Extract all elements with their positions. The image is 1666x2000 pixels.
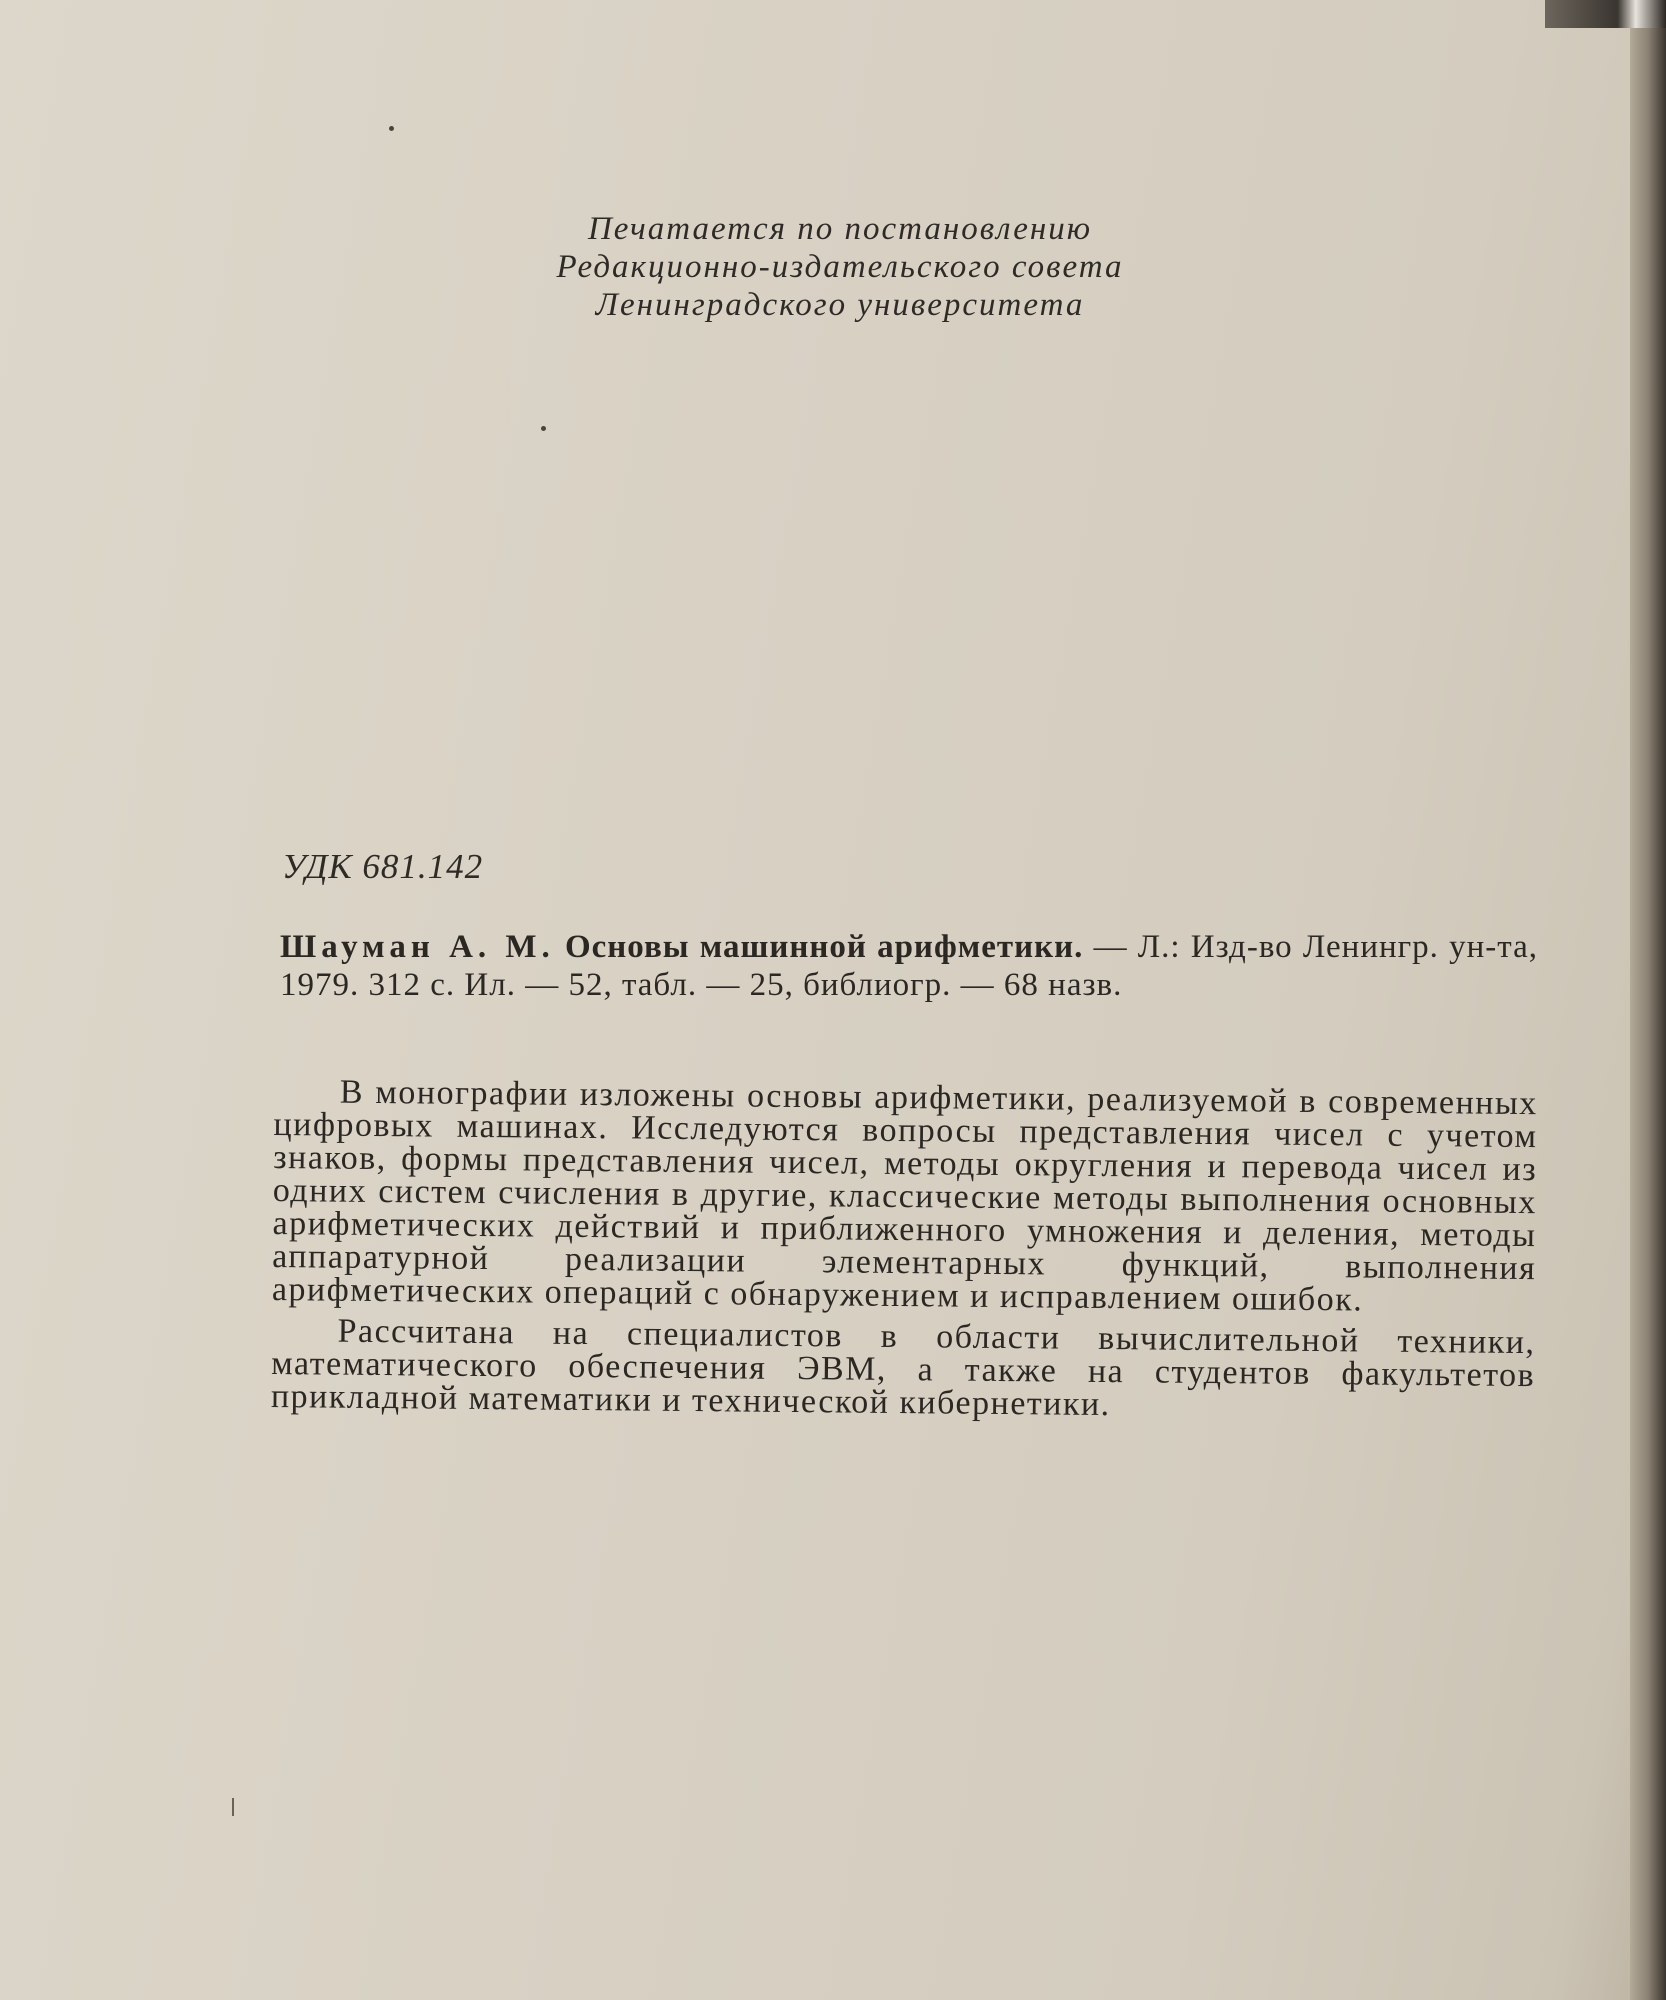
citation-author: Шауман А. М. — [280, 929, 555, 965]
udc-code: УДК 681.142 — [282, 847, 484, 886]
abstract-paragraph: В монографии изложены основы арифметики, реализуемой в современных цифровых машинах. Исследуются вопросы представления чисел с учетом знаков, формы представления чисел, методы округления и перевода чисел из одних систем счисления в другие, классические методы выполнения основных арифметических действий и приближенного умножения и деления, методы аппаратурной реализации элементарных функций, выполнения арифметических операций с обнаружением и исправлением ошибок. — [271, 1073, 1538, 1319]
page-edge — [1630, 0, 1666, 2000]
speck-mark — [232, 1798, 234, 1816]
imprint-line: Печатается по постановлению — [587, 211, 1093, 247]
speck-mark — [541, 426, 546, 431]
abstract — [271, 1075, 1538, 1433]
abstract-paragraph: Рассчитана на специалистов в области вычислительной техники, математического обеспечения ЭВМ, а также на студентов факультетов прикладной математики и технической кибернетики. — [270, 1312, 1536, 1424]
imprint-line: Редакционно-издательского совета — [556, 249, 1124, 285]
citation-details: — Л.: Изд-во Ленингр. ун-та, 1979. 312 с. Ил. — 52, табл. — 25, библиогр. — 68 назв. — [280, 929, 1538, 1003]
speck-mark — [389, 126, 394, 131]
imprint-line: Ленинградского университета — [595, 287, 1085, 323]
imprint-note — [440, 210, 1240, 324]
bibliographic-citation — [280, 928, 1538, 1004]
corner-shadow — [1545, 0, 1666, 28]
citation-title: Основы машинной арифметики. — [564, 929, 1084, 965]
